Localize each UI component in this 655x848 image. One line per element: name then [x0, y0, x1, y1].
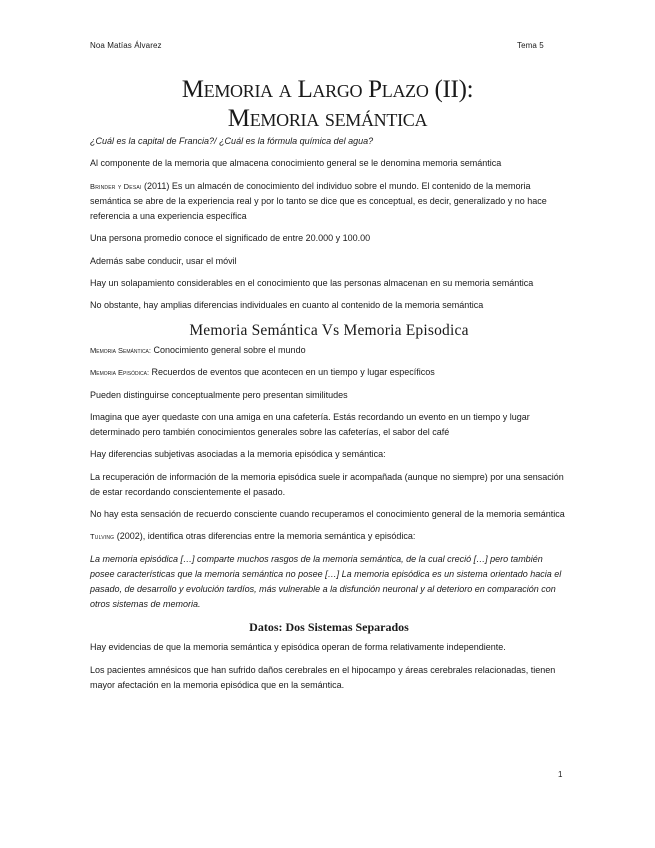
header-topic: Tema 5: [517, 41, 544, 50]
section-heading: Memoria Semántica Vs Memoria Episodica: [189, 321, 469, 339]
paragraph: [90, 529, 568, 544]
quote: La memoria episódica […] comparte muchos rasgos de la memoria semántica, de la cual creció […] pero también posee características que la memoria semántica no posee […] La memoria episódica es un sistema orientado hacia el pasado, de desarrollo y evolución tardíos, más vulnerable a la disfunción neuronal y al deterioro en comparación con otros sistemas de memoria.: [90, 553, 562, 609]
paragraph-text: (2011) Es un almacén de conocimiento del individuo sobre el mundo. El contenido de la memoria semántica se abre de la experiencia real y por lo tanto se dice que es conceptual, es decir, generalizado y no hace referencia a una experiencia específica: [90, 180, 547, 221]
definition-label: Memoria Semántica:: [90, 345, 151, 355]
paragraph: No hay esta sensación de recuerdo consciente cuando recuperamos el conocimiento general de la memoria semántica: [90, 509, 565, 520]
page-subtitle: Memoria semántica: [227, 105, 428, 132]
paragraph: Los pacientes amnésicos que han sufrido daños cerebrales en el hipocampo y áreas cerebrales relacionadas, tienen mayor afectación en la memoria episódica que en la semántica.: [90, 664, 556, 690]
paragraph: Al componente de la memoria que almacena conocimiento general se le denomina memoria semántica: [90, 158, 502, 169]
paragraph: Hay diferencias subjetivas asociadas a la memoria episódica y semántica:: [90, 449, 386, 460]
section-heading: Datos: Dos Sistemas Separados: [249, 620, 409, 635]
paragraph: [90, 179, 568, 224]
definition-label: Memoria Episódica:: [90, 368, 150, 378]
paragraph: Pueden distinguirse conceptualmente pero presentan similitudes: [90, 389, 348, 400]
citation: Brinder y Desai: [90, 181, 142, 191]
definition: [90, 365, 568, 380]
paragraph: Hay un solapamiento considerables en el conocimiento que las personas almacenan en su memoria semántica: [90, 277, 534, 288]
definition: [90, 343, 568, 358]
paragraph: La recuperación de información de la memoria episódica suele ir acompañada (aunque no siempre) por una sensación de estar recordando conscientemente el pasado.: [90, 471, 564, 497]
paragraph: Hay evidencias de que la memoria semántica y episódica operan de forma relativamente independiente.: [90, 642, 506, 653]
page-title: Memoria a Largo Plazo (II):: [181, 76, 474, 103]
page-number: 1: [558, 770, 563, 779]
document-body: [90, 134, 568, 700]
header-author: Noa Matías Álvarez: [90, 41, 162, 50]
paragraph: Además sabe conducir, usar el móvil: [90, 255, 237, 266]
paragraph: No obstante, hay amplias diferencias individuales en cuanto al contenido de la memoria semántica: [90, 300, 484, 311]
definition-text: Conocimiento general sobre el mundo: [150, 344, 306, 355]
paragraph: Imagina que ayer quedaste con una amiga en una cafetería. Estás recordando un evento en un tiempo y lugar determinado pero también conocimientos generales sobre las cafeterías, el sabor del café: [90, 411, 530, 437]
intro-question: ¿Cuál es la capital de Francia?/ ¿Cuál es la fórmula química del agua?: [90, 136, 374, 146]
definition-text: Recuerdos de eventos que acontecen en un tiempo y lugar específicos: [149, 367, 435, 378]
citation: Tulving: [90, 532, 115, 542]
paragraph-text: (2002), identifica otras diferencias entre la memoria semántica y episódica:: [114, 531, 416, 542]
paragraph: Una persona promedio conoce el significado de entre 20.000 y 100.00: [90, 233, 371, 244]
